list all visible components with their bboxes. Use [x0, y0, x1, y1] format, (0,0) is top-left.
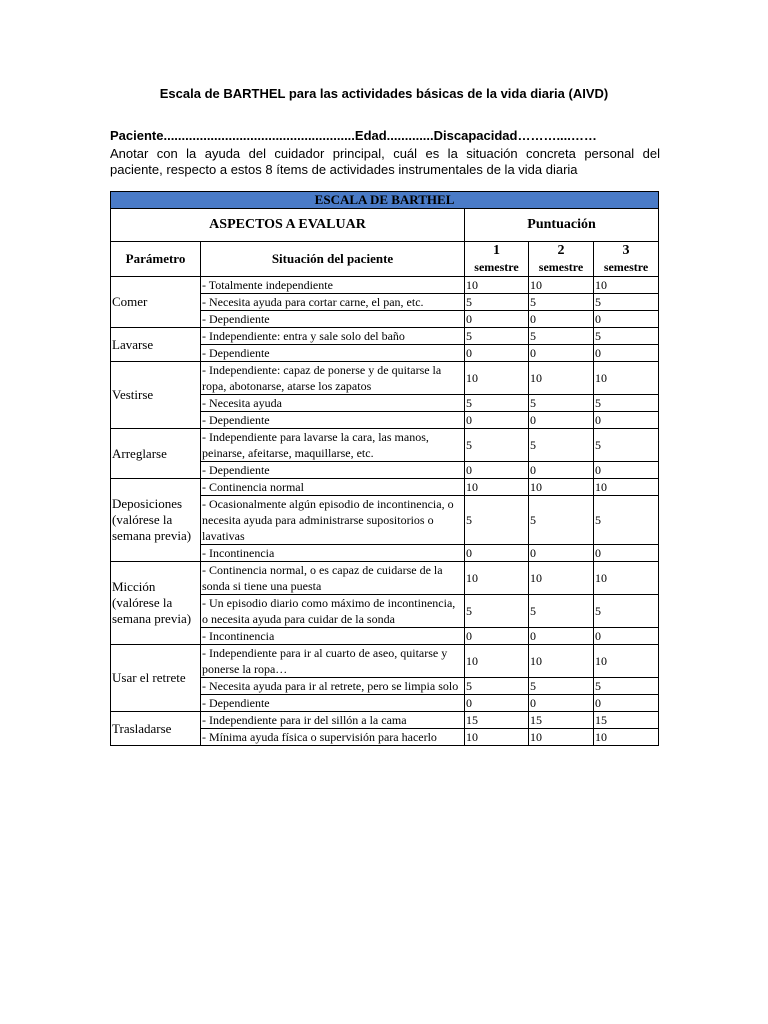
situation-cell: - Un episodio diario como máximo de incontinencia, o necesita ayuda para cuidar de la sonda [201, 595, 465, 628]
situation-cell: - Dependiente [201, 345, 465, 362]
parameter-cell: Vestirse [111, 362, 201, 429]
score-cell-semester-3: 0 [594, 695, 659, 712]
score-cell-semester-2: 0 [529, 412, 594, 429]
score-cell-semester-2: 5 [529, 328, 594, 345]
score-cell-semester-1: 5 [465, 678, 529, 695]
column-header-row [111, 242, 659, 277]
semester-number: 2 [557, 243, 565, 258]
score-cell-semester-2: 10 [529, 562, 594, 595]
score-cell-semester-3: 10 [594, 729, 659, 746]
table-row [111, 645, 659, 678]
table-row [111, 429, 659, 462]
score-cell-semester-1: 10 [465, 479, 529, 496]
situation-cell: - Continencia normal, o es capaz de cuidarse de la sonda si tiene una puesta [201, 562, 465, 595]
situation-cell: - Independiente para ir al cuarto de aseo, quitarse y ponerse la ropa… [201, 645, 465, 678]
score-cell-semester-3: 5 [594, 328, 659, 345]
score-cell-semester-3: 5 [594, 595, 659, 628]
patient-info-line: Paciente.....................................................Edad.............Discapacidad………....…… [110, 128, 597, 143]
situation-cell: - Dependiente [201, 695, 465, 712]
instructions [110, 146, 660, 178]
score-cell-semester-3: 0 [594, 545, 659, 562]
table-row [111, 328, 659, 345]
situation-cell: - Necesita ayuda para cortar carne, el pan, etc. [201, 294, 465, 311]
score-cell-semester-2: 10 [529, 362, 594, 395]
semester-label: semestre [603, 260, 649, 274]
situation-cell: - Dependiente [201, 311, 465, 328]
score-cell-semester-1: 0 [465, 628, 529, 645]
table-row [111, 362, 659, 395]
situation-cell: - Mínima ayuda física o supervisión para hacerlo [201, 729, 465, 746]
score-cell-semester-2: 10 [529, 277, 594, 294]
table-row [111, 277, 659, 294]
score-cell-semester-2: 0 [529, 462, 594, 479]
score-cell-semester-2: 5 [529, 595, 594, 628]
score-cell-semester-2: 5 [529, 294, 594, 311]
score-cell-semester-2: 0 [529, 628, 594, 645]
score-cell-semester-3: 10 [594, 277, 659, 294]
score-cell-semester-2: 10 [529, 729, 594, 746]
semester-label: semestre [538, 260, 584, 274]
parameter-column-header: Parámetro [111, 242, 201, 277]
table-row [111, 712, 659, 729]
score-cell-semester-2: 0 [529, 345, 594, 362]
score-cell-semester-1: 15 [465, 712, 529, 729]
situation-cell: - Dependiente [201, 412, 465, 429]
score-cell-semester-2: 5 [529, 678, 594, 695]
score-cell-semester-3: 0 [594, 412, 659, 429]
score-cell-semester-3: 5 [594, 294, 659, 311]
score-cell-semester-2: 5 [529, 395, 594, 412]
score-cell-semester-1: 5 [465, 294, 529, 311]
score-cell-semester-2: 0 [529, 695, 594, 712]
score-cell-semester-3: 5 [594, 496, 659, 545]
score-cell-semester-3: 10 [594, 645, 659, 678]
score-cell-semester-2: 15 [529, 712, 594, 729]
instructions-line-2: paciente, respecto a estos 8 ítems de actividades instrumentales de la vida diaria [110, 162, 578, 177]
situation-cell: - Independiente para lavarse la cara, las manos, peinarse, afeitarse, maquillarse, etc. [201, 429, 465, 462]
semester-label: semestre [474, 260, 519, 274]
score-cell-semester-1: 10 [465, 645, 529, 678]
score-cell-semester-3: 0 [594, 462, 659, 479]
table-banner-row [111, 192, 659, 209]
score-cell-semester-3: 5 [594, 678, 659, 695]
semester-number: 3 [622, 243, 630, 258]
score-cell-semester-2: 0 [529, 545, 594, 562]
score-cell-semester-3: 10 [594, 362, 659, 395]
score-cell-semester-1: 5 [465, 395, 529, 412]
situation-cell: - Necesita ayuda [201, 395, 465, 412]
score-cell-semester-1: 0 [465, 412, 529, 429]
table-row [111, 479, 659, 496]
situation-cell: - Independiente para ir del sillón a la cama [201, 712, 465, 729]
document-title: Escala de BARTHEL para las actividades básicas de la vida diaria (AIVD) [159, 86, 609, 101]
situation-cell: - Necesita ayuda para ir al retrete, pero se limpia solo [201, 678, 465, 695]
score-cell-semester-1: 0 [465, 311, 529, 328]
situation-column-header: Situación del paciente [201, 242, 465, 277]
table-row [111, 562, 659, 595]
parameter-cell: Micción (valórese la semana previa) [111, 562, 201, 645]
score-cell-semester-2: 10 [529, 645, 594, 678]
score-header: Puntuación [465, 209, 659, 242]
score-cell-semester-3: 5 [594, 395, 659, 412]
score-cell-semester-1: 5 [465, 328, 529, 345]
parameter-cell: Trasladarse [111, 712, 201, 746]
score-cell-semester-2: 10 [529, 479, 594, 496]
score-cell-semester-1: 0 [465, 545, 529, 562]
score-cell-semester-1: 5 [465, 595, 529, 628]
score-cell-semester-2: 0 [529, 311, 594, 328]
score-cell-semester-1: 10 [465, 277, 529, 294]
score-cell-semester-1: 5 [465, 429, 529, 462]
semester-1-header [465, 242, 529, 277]
parameter-cell: Usar el retrete [111, 645, 201, 712]
table-banner: ESCALA DE BARTHEL [111, 192, 659, 209]
situation-cell: - Independiente: entra y sale solo del baño [201, 328, 465, 345]
table-header-row [111, 209, 659, 242]
score-cell-semester-3: 15 [594, 712, 659, 729]
parameter-cell: Deposiciones (valórese la semana previa) [111, 479, 201, 562]
situation-cell: - Totalmente independiente [201, 277, 465, 294]
situation-cell: - Continencia normal [201, 479, 465, 496]
score-cell-semester-2: 5 [529, 429, 594, 462]
score-cell-semester-1: 10 [465, 729, 529, 746]
score-cell-semester-1: 10 [465, 562, 529, 595]
score-cell-semester-1: 0 [465, 462, 529, 479]
parameter-cell: Comer [111, 277, 201, 328]
situation-cell: - Ocasionalmente algún episodio de incontinencia, o necesita ayuda para administrarse supositorios o lavativas [201, 496, 465, 545]
situation-cell: - Incontinencia [201, 628, 465, 645]
score-cell-semester-1: 10 [465, 362, 529, 395]
aspects-header: ASPECTOS A EVALUAR [111, 209, 465, 242]
semester-number: 1 [493, 243, 500, 258]
instructions-line-1: Anotar con la ayuda del cuidador principal, cuál es la situación concreta personal del [110, 146, 660, 161]
situation-cell: - Independiente: capaz de ponerse y de quitarse la ropa, abotonarse, atarse los zapatos [201, 362, 465, 395]
score-cell-semester-3: 0 [594, 628, 659, 645]
score-cell-semester-3: 0 [594, 311, 659, 328]
score-cell-semester-1: 5 [465, 496, 529, 545]
score-cell-semester-3: 0 [594, 345, 659, 362]
semester-3-header [594, 242, 659, 277]
score-cell-semester-3: 10 [594, 479, 659, 496]
parameter-cell: Arreglarse [111, 429, 201, 479]
score-cell-semester-3: 10 [594, 562, 659, 595]
score-cell-semester-2: 5 [529, 496, 594, 545]
semester-2-header [529, 242, 594, 277]
situation-cell: - Incontinencia [201, 545, 465, 562]
score-cell-semester-1: 0 [465, 695, 529, 712]
score-cell-semester-3: 5 [594, 429, 659, 462]
barthel-table [110, 191, 659, 746]
parameter-cell: Lavarse [111, 328, 201, 362]
situation-cell: - Dependiente [201, 462, 465, 479]
score-cell-semester-1: 0 [465, 345, 529, 362]
